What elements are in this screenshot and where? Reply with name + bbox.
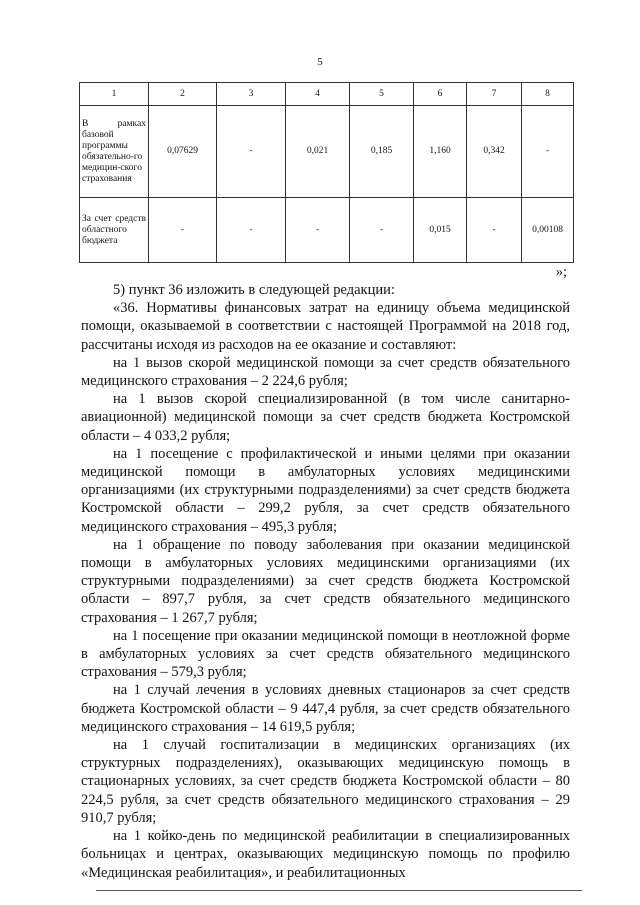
table-row — [80, 106, 574, 198]
table-header-cell: 3 — [217, 83, 286, 106]
table-header-cell: 6 — [414, 83, 467, 106]
table-cell: - — [149, 198, 217, 263]
paragraph: на 1 случай госпитализации в медицинских организациях (их структурных подразделениях), оказывающих медицинскую помощь в стационарных условиях, за счет средств бюджета Костромской области – 80 224,5 рубля, за счет средств обязательного медицинского страхования – 29 910,7 рубля; — [81, 737, 570, 826]
table-cell: 0,00108 — [522, 198, 574, 263]
table-cell: 1,160 — [414, 106, 467, 198]
table-cell: - — [217, 106, 286, 198]
table-header-cell: 5 — [350, 83, 414, 106]
table-row — [80, 198, 574, 263]
page-number: 5 — [317, 56, 323, 68]
row-label-regional-budget: За счет средств областного бюджета — [80, 198, 149, 263]
bottom-rule — [96, 890, 582, 891]
paragraph: на 1 обращение по поводу заболевания при оказании медицинской помощи в амбулаторных условиях медицинскими организациями (их структурными подразделениями) за счет средств бюджета Костромской области – 897,7 рубля, за счет средств обязательного медицинского страхования – 1 267,7 рубля; — [81, 536, 570, 626]
table-header-cell: 4 — [286, 83, 350, 106]
paragraph-item-5: 5) пункт 36 изложить в следующей редакции: — [113, 282, 395, 298]
table-cell: 0,185 — [350, 106, 414, 198]
table-header-cell: 2 — [149, 83, 217, 106]
paragraph: на 1 койко-день по медицинской реабилитации в специализированных больницах и центрах, оказывающих медицинскую помощь по профилю «Медицинская реабилитация», и реабилитационных — [81, 828, 570, 881]
table-cell: 0,342 — [467, 106, 522, 198]
document-body — [81, 281, 570, 882]
table-cell: - — [286, 198, 350, 263]
paragraph: на 1 посещение с профилактической и иными целями при оказании медицинской помощи в амбулаторных условиях медицинскими организациями (их структурными подразделениями) за счет средств бюджета Костромской области – 299,2 рубля, за счет средств обязательного медицинского страхования – 495,3 рубля; — [81, 445, 570, 535]
table-cell: 0,07629 — [149, 106, 217, 198]
paragraph: на 1 вызов скорой медицинской помощи за счет средств обязательного медицинского страхования – 2 224,6 рубля; — [81, 354, 570, 390]
closing-quote: »; — [555, 264, 567, 280]
table-cell: 0,021 — [286, 106, 350, 198]
table-header-cell: 1 — [80, 83, 149, 106]
norms-table — [79, 82, 574, 263]
table-cell: - — [350, 198, 414, 263]
row-label-oms: В рамках базовой программы обязательно-го медицин-ского страхования — [80, 106, 149, 198]
table-cell: - — [522, 106, 574, 198]
paragraph: на 1 случай лечения в условиях дневных стационаров за счет средств бюджета Костромской области – 9 447,4 рубля, за счет средств обязательного медицинского страхования – 14 619,5 рубля; — [81, 682, 570, 735]
paragraph: на 1 посещение при оказании медицинской помощи в неотложной форме в амбулаторных условиях за счет средств обязательного медицинского страхования – 579,3 рубля; — [81, 627, 570, 681]
paragraph: на 1 вызов скорой специализированной (в том числе санитарно-авиационной) медицинской помощи за счет средств бюджета Костромской области – 4 033,2 рубля; — [81, 391, 570, 444]
table-header-row — [80, 83, 574, 106]
table-header-cell: 8 — [522, 83, 574, 106]
paragraph-36-intro: «36. Нормативы финансовых затрат на единицу объема медицинской помощи, оказываемой в соответствии с настоящей Программой на 2018 год, рассчитаны исходя из расходов на ее оказание и составляют: — [81, 300, 570, 353]
table-header-cell: 7 — [467, 83, 522, 106]
table-cell: - — [217, 198, 286, 263]
table-cell: 0,015 — [414, 198, 467, 263]
table-cell: - — [467, 198, 522, 263]
